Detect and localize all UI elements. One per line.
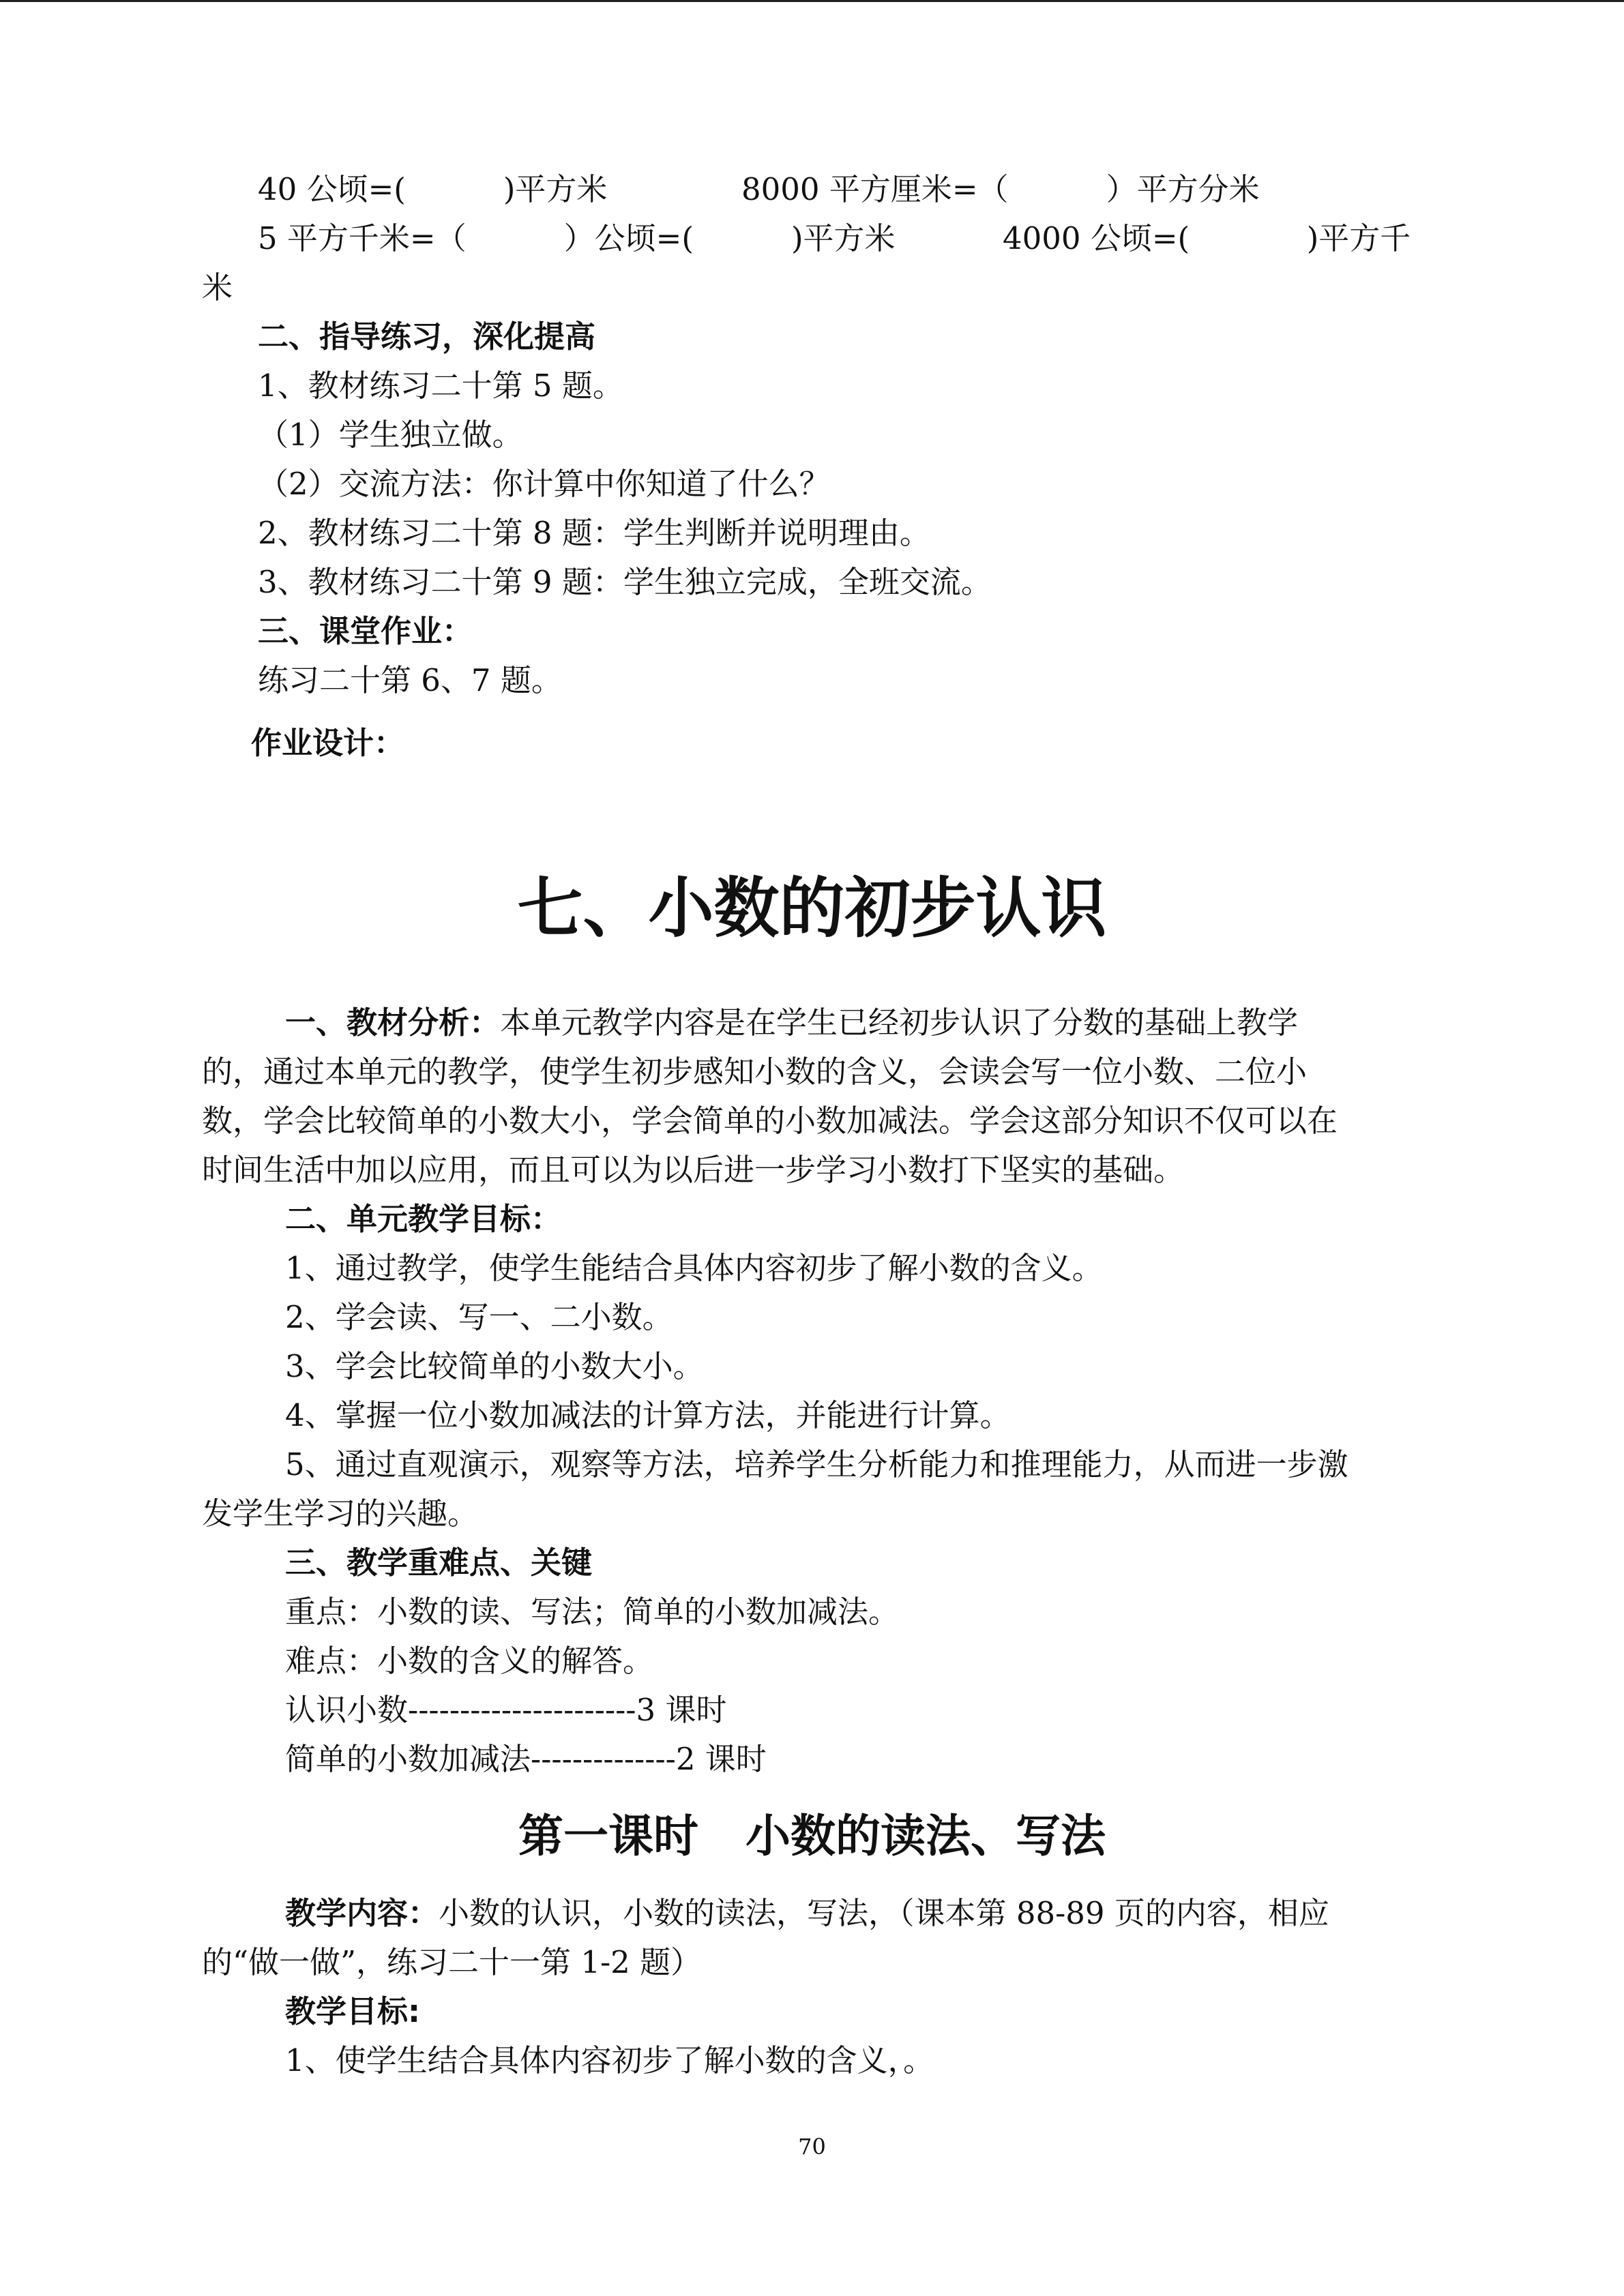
unit-goal: 1、通过教学，使学生能结合具体内容初步了解小数的含义。 <box>285 1250 1103 1286</box>
analysis-text: 本单元教学内容是在学生已经初步认识了分数的基础上教学 <box>500 1004 1299 1041</box>
conversion-wrap-text: 米 <box>202 269 233 305</box>
lesson-title: 第一课时 小数的读法、写法 <box>518 1810 1106 1862</box>
conversion-sqkm-to-hectare: 5 平方千米=（ ）公顷=( )平方米 <box>258 220 896 256</box>
unit-goal: 2、学会读、写一、二小数。 <box>285 1299 673 1335</box>
lesson-goals-label: 教学目标: <box>285 1993 420 2029</box>
key-point: 难点：小数的含义的解答。 <box>285 1643 654 1679</box>
practice-item: 3、教材练习二十第 9 题：学生独立完成，全班交流。 <box>258 564 992 600</box>
analysis-line: 数，学会比较简单的小数大小，学会简单的小数加减法。学会这部分知识不仅可以在 <box>202 1103 1338 1139</box>
practice-item: （1）学生独立做。 <box>258 417 523 453</box>
conversion-sqcm-to-sqdm: 8000 平方厘米=（ ）平方分米 <box>741 171 1260 207</box>
key-point: 重点：小数的读、写法；简单的小数加减法。 <box>285 1594 900 1630</box>
lesson-content-label: 教学内容： <box>285 1895 439 1931</box>
unit-goal: 4、掌握一位小数加减法的计算方法，并能进行计算。 <box>285 1397 1011 1433</box>
practice-item: 2、教材练习二十第 8 题：学生判断并说明理由。 <box>258 515 930 551</box>
unit-goals-heading: 二、单元教学目标： <box>285 1201 562 1237</box>
homework-design-label: 作业设计： <box>251 725 405 761</box>
key-points-heading: 三、教学重难点、关键 <box>285 1545 593 1581</box>
unit-goal: 5、通过直观演示，观察等方法，培养学生分析能力和推理能力，从而进一步激 <box>285 1446 1348 1482</box>
unit-goal: 3、学会比较简单的小数大小。 <box>285 1348 704 1384</box>
practice-item: （2）交流方法：你计算中你知道了什么？ <box>258 466 830 502</box>
section-heading-guided-practice: 二、指导练习，深化提高 <box>258 318 596 355</box>
analysis-line: 时间生活中加以应用，而且可以为以后进一步学习小数打下坚实的基础。 <box>202 1152 1185 1188</box>
unit-goal-wrap: 发学生学习的兴趣。 <box>202 1495 479 1532</box>
lesson-content-first-line <box>285 1893 1329 1934</box>
chapter-title: 七、小数的初步认识 <box>517 870 1107 946</box>
schedule-line: 简单的小数加减法--------------2 课时 <box>285 1741 767 1777</box>
schedule-line: 认识小数----------------------3 课时 <box>285 1692 727 1728</box>
lesson-goal: 1、使学生结合具体内容初步了解小数的含义，。 <box>285 2042 934 2078</box>
top-border-line <box>0 0 1624 2</box>
conversion-hectare-to-sqm: 40 公顷=( )平方米 <box>258 171 608 207</box>
page-number: 70 <box>798 2134 826 2160</box>
lesson-content-wrap: 的“做一做”，练习二十一第 1-2 题） <box>202 1944 702 1980</box>
practice-item: 1、教材练习二十第 5 题。 <box>258 368 623 404</box>
analysis-label: 一、教材分析： <box>285 1004 501 1041</box>
lesson-content-text: 小数的认识，小数的读法，写法，（课本第 88-89 页的内容，相应 <box>439 1895 1329 1931</box>
classwork-text: 练习二十第 6、7 题。 <box>258 662 562 698</box>
conversion-hectare-to-sqkm: 4000 公顷=( )平方千 <box>1003 220 1411 256</box>
analysis-line: 的，通过本单元的教学，使学生初步感知小数的含义，会读会写一位小数、二位小 <box>202 1054 1308 1090</box>
section-heading-classwork: 三、课堂作业： <box>258 613 473 649</box>
analysis-paragraph-first-line <box>285 1002 1298 1043</box>
